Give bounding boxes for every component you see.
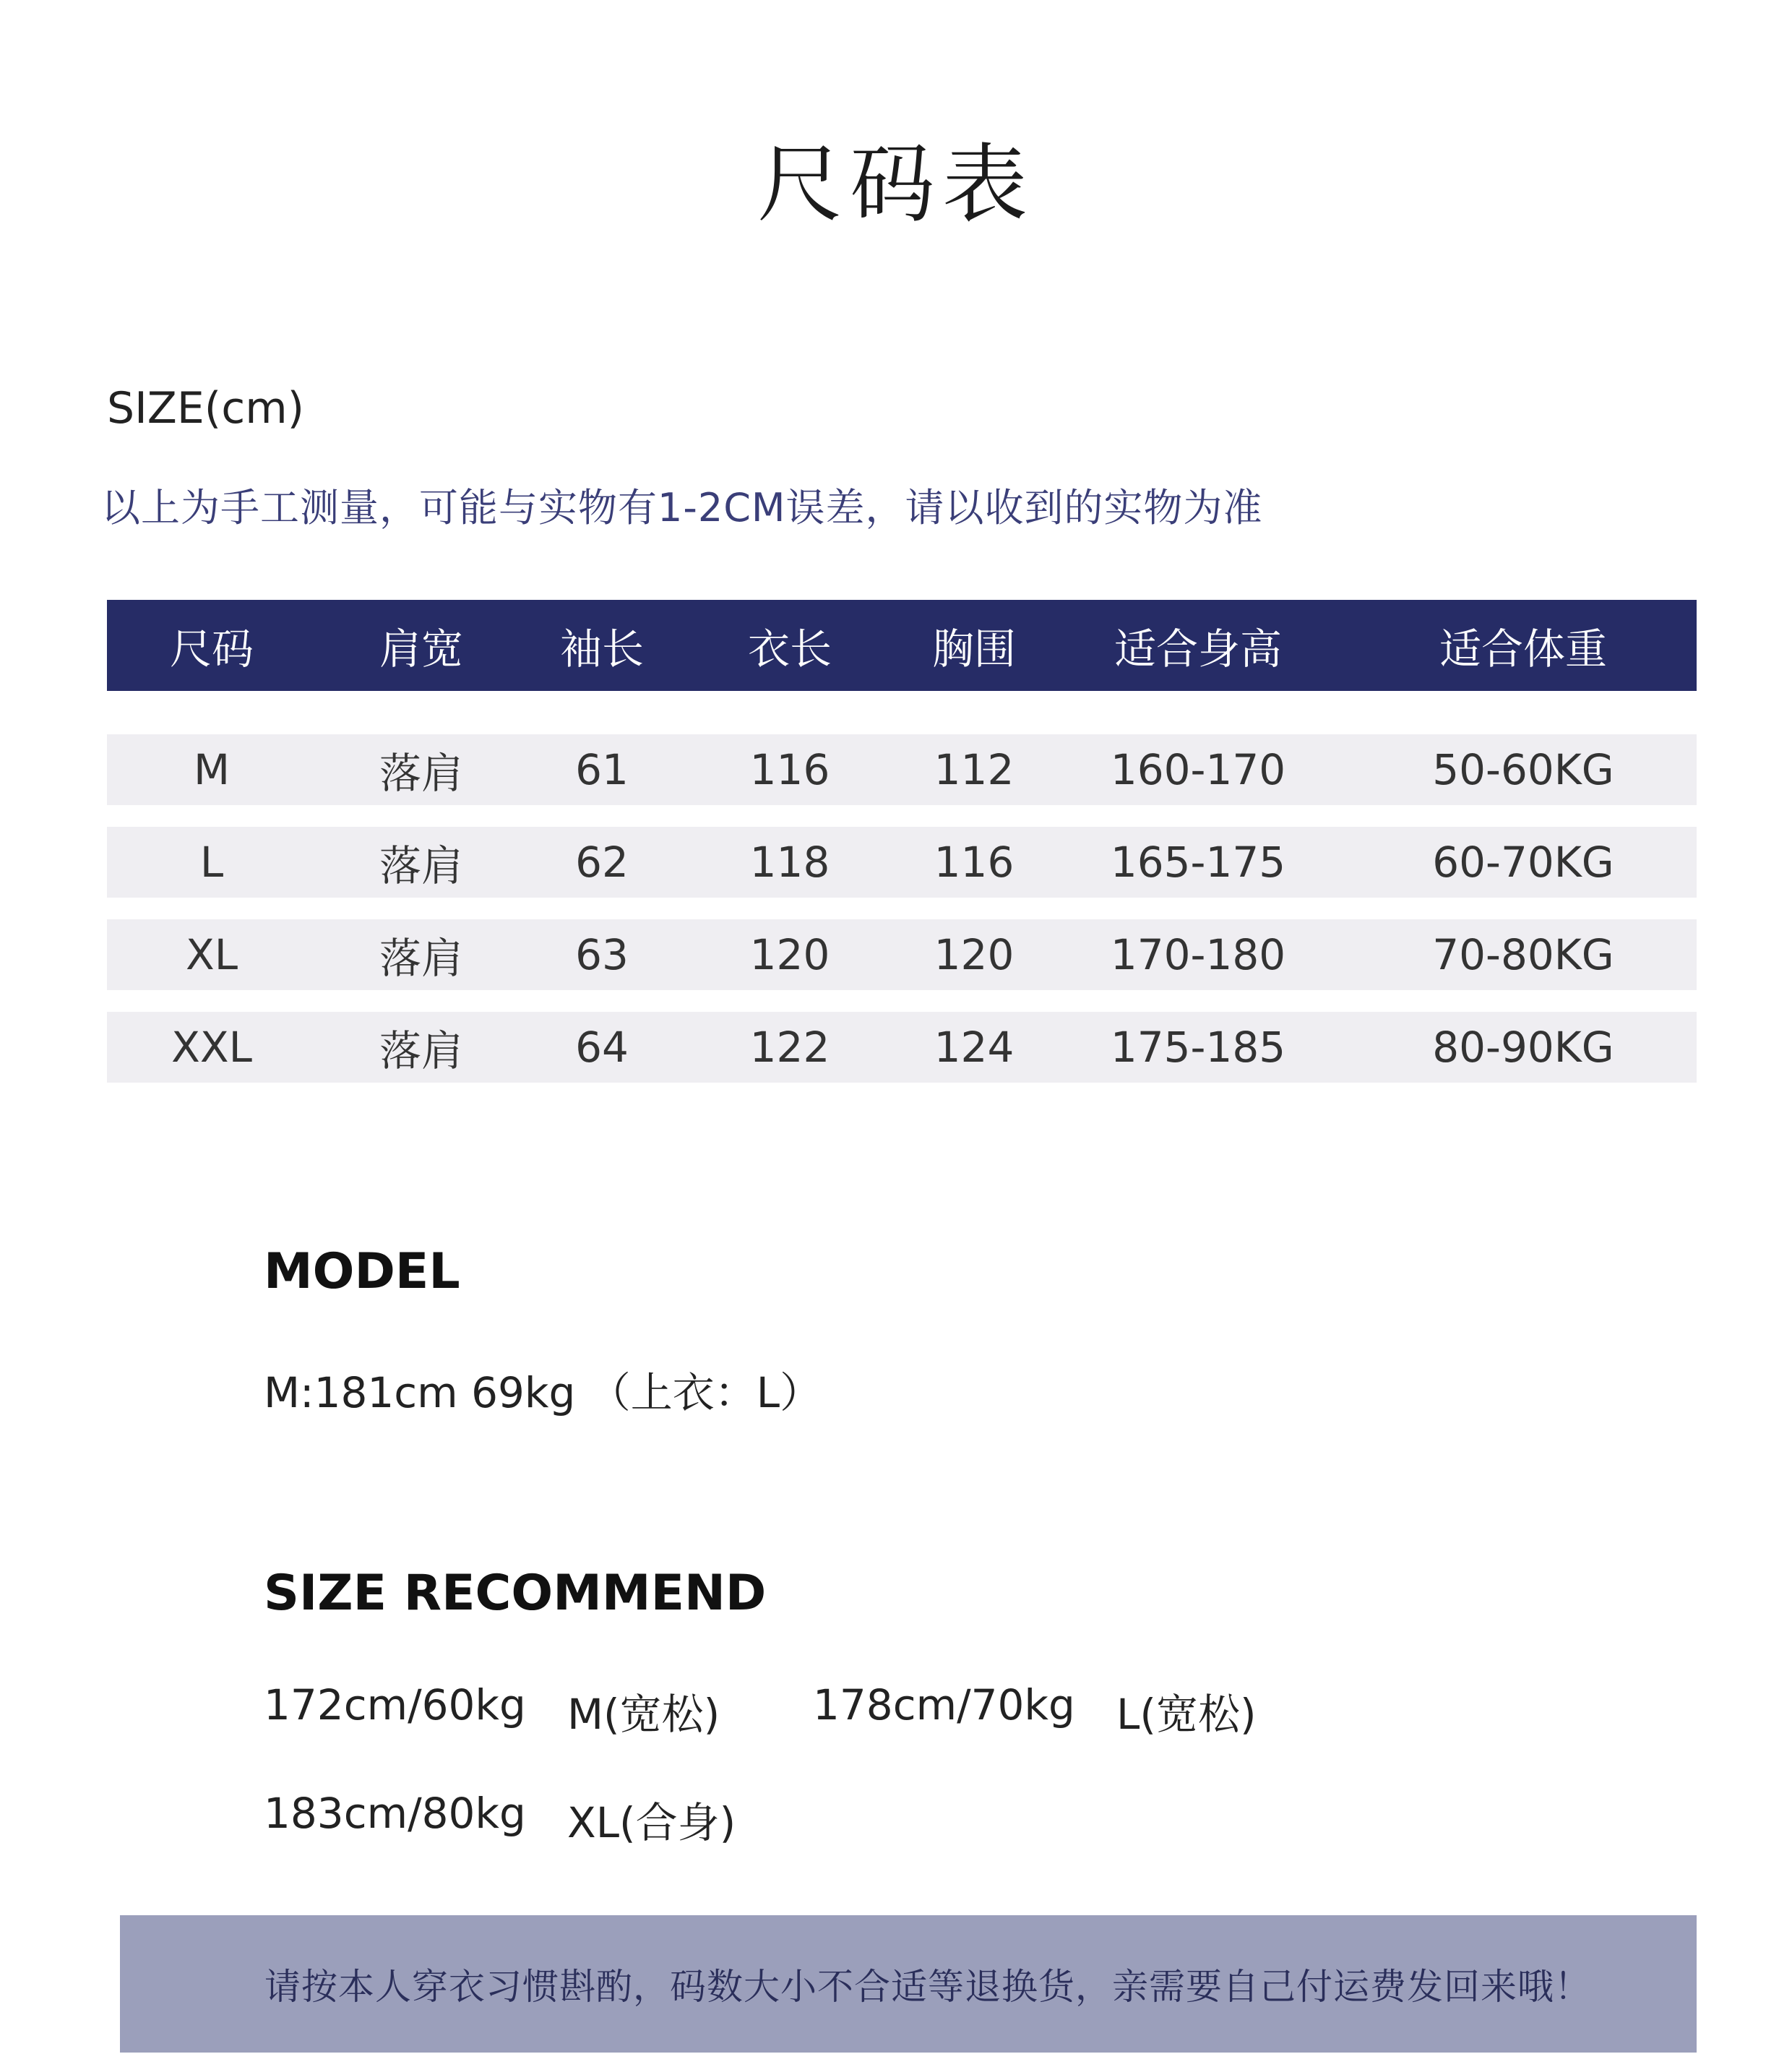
cell-sleeve: 61: [575, 745, 629, 794]
cell-size: XL: [185, 930, 238, 979]
recommend-size-2: L(宽松): [1116, 1690, 1257, 1739]
table-row: [107, 919, 1697, 990]
cell-shoulder: 落肩: [379, 1026, 463, 1075]
recommend-size-3: XL(合身): [567, 1798, 736, 1847]
cell-sleeve: 63: [575, 930, 629, 979]
table-row: [107, 734, 1697, 805]
recommend-body-2: 178cm/70kg: [813, 1680, 1075, 1729]
cell-shoulder: 落肩: [379, 841, 463, 890]
cell-chest: 120: [934, 930, 1015, 979]
recommend-heading: SIZE RECOMMEND: [264, 1565, 767, 1622]
header-fit-weight: 适合体重: [1439, 624, 1607, 674]
measurement-note: 以上为手工测量，可能与实物有1-2CM误差，请以收到的实物为准: [101, 485, 1263, 530]
page-title: 尺码表: [757, 134, 1035, 234]
return-policy-text: 请按本人穿衣习惯斟酌，码数大小不合适等退换货，亲需要自己付运费发回来哦！: [264, 1966, 1591, 2008]
recommend-size-1: M(宽松): [567, 1690, 720, 1739]
table-row: [107, 1012, 1697, 1083]
cell-chest: 116: [934, 838, 1015, 887]
cell-fit-height: 170-180: [1110, 930, 1286, 979]
return-policy-banner: [120, 1915, 1697, 2053]
cell-fit-weight: 60-70KG: [1432, 838, 1614, 887]
cell-fit-height: 165-175: [1110, 838, 1286, 887]
header-fit-height: 适合身高: [1113, 624, 1282, 674]
size-unit-label: SIZE(cm): [107, 383, 305, 434]
header-sleeve: 袖长: [559, 624, 644, 674]
cell-shoulder: 落肩: [379, 749, 463, 798]
table-row: [107, 827, 1697, 898]
cell-fit-height: 160-170: [1110, 745, 1286, 794]
cell-length: 118: [749, 838, 830, 887]
cell-size: XXL: [171, 1023, 252, 1072]
header-chest: 胸围: [931, 624, 1016, 674]
header-size: 尺码: [169, 624, 254, 674]
cell-fit-weight: 80-90KG: [1432, 1023, 1614, 1072]
cell-fit-weight: 70-80KG: [1432, 930, 1614, 979]
cell-length: 120: [749, 930, 830, 979]
header-length: 衣长: [747, 624, 832, 674]
cell-fit-height: 175-185: [1110, 1023, 1286, 1072]
recommend-body-3: 183cm/80kg: [264, 1789, 526, 1838]
cell-length: 122: [749, 1023, 830, 1072]
size-table: [107, 600, 1697, 1083]
header-shoulder: 肩宽: [379, 624, 463, 674]
cell-length: 116: [749, 745, 830, 794]
cell-chest: 124: [934, 1023, 1015, 1072]
recommend-body-1: 172cm/60kg: [264, 1680, 526, 1729]
cell-sleeve: 62: [575, 838, 629, 887]
cell-shoulder: 落肩: [379, 934, 463, 983]
model-info: M:181cm 69kg （上衣：L）: [264, 1368, 822, 1417]
cell-size: M: [193, 745, 231, 794]
table-header-row: [107, 600, 1697, 691]
cell-size: L: [199, 838, 224, 887]
cell-fit-weight: 50-60KG: [1432, 745, 1614, 794]
cell-chest: 112: [934, 745, 1015, 794]
cell-sleeve: 64: [575, 1023, 629, 1072]
model-heading: MODEL: [264, 1243, 460, 1300]
